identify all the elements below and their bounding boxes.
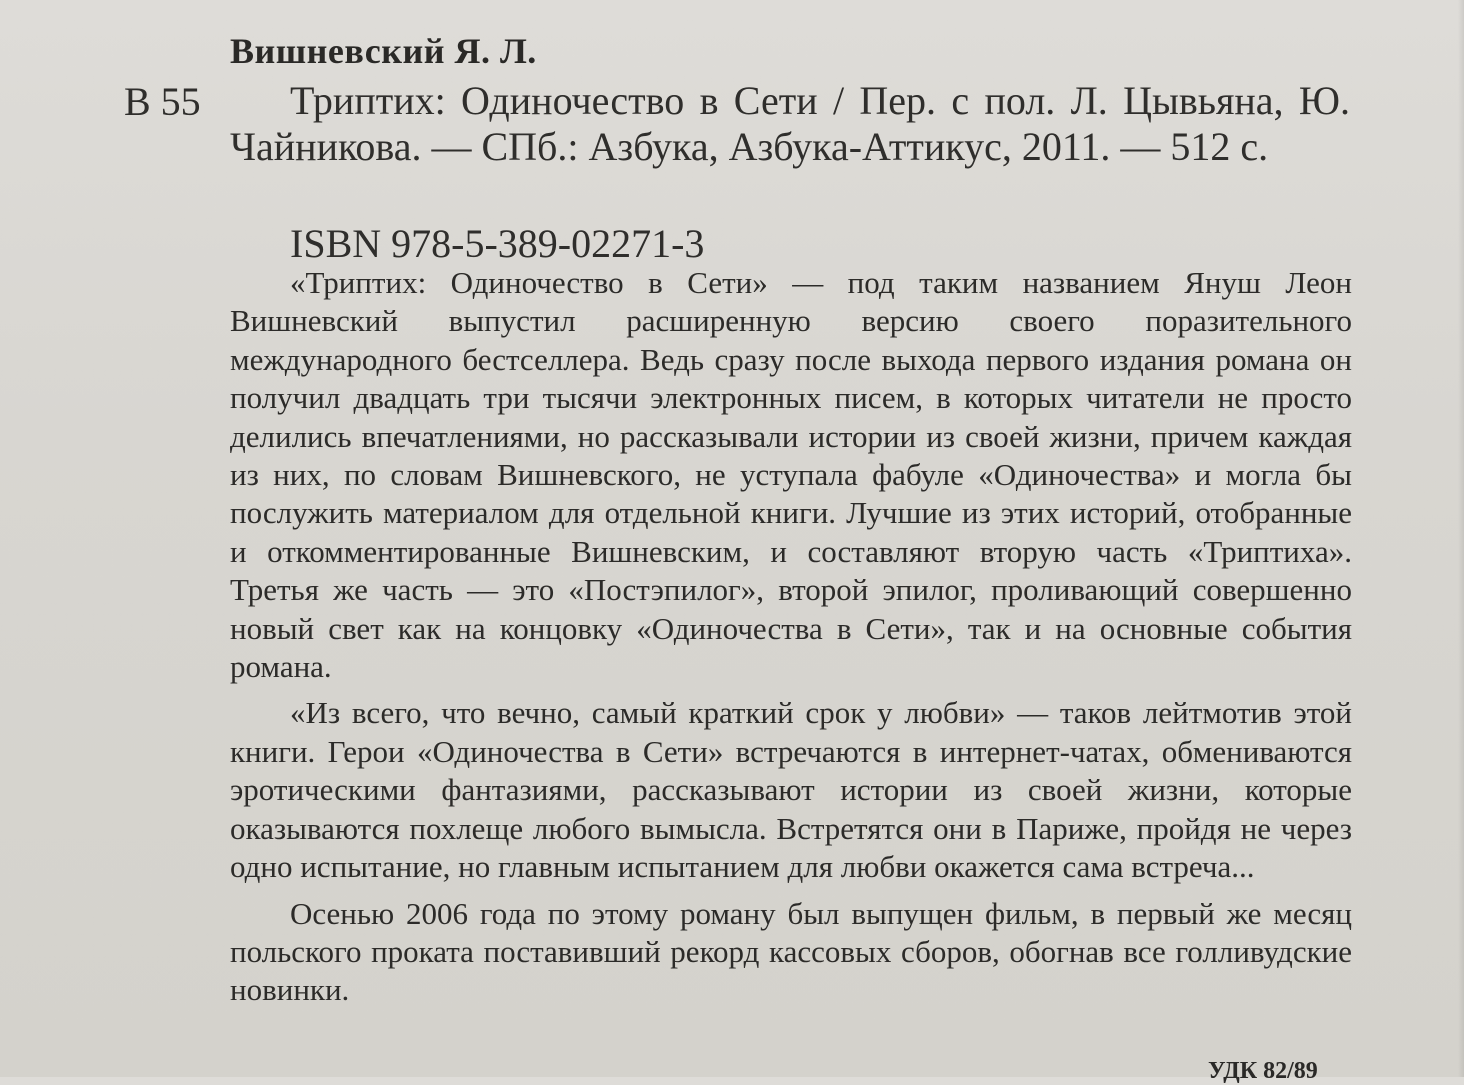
classification-code: В 55 — [124, 79, 201, 124]
annotation-paragraph: Осенью 2006 года по этому роману был выпущен фильм, в первый же месяц польского проката поставивший рекорд кассовых сборов, обогнав все голливудские новинки. — [230, 895, 1352, 1008]
udk-code: УДК 82/89 — [1208, 1058, 1318, 1084]
annotation-block — [230, 264, 1352, 1018]
page-edge-shadow — [1458, 0, 1464, 1077]
author-heading: Вишневский Я. Л. — [230, 31, 537, 71]
bibliographic-entry: Триптих: Одиночество в Сети / Пер. с пол. Л. Цывьяна, Ю. Чайникова. — СПб.: Азбука, Азбука-Аттикус, 2011. — 512 с. — [230, 78, 1350, 169]
annotation-paragraph: «Из всего, что вечно, самый краткий срок у любви» — таков лейтмотив этой книги. Герои «Одиночества в Сети» встречаются в интернет-чатах, обмениваются эротическими фантазиями, рассказывают истории из своей жизни, которые оказываются похлеще любого вымысла. Встретятся они в Париже, пройдя не через одно испытание, но главным испытанием для любви окажется сама встреча... — [230, 695, 1352, 885]
annotation-paragraph: «Триптих: Одиночество в Сети» — под таким названием Януш Леон Вишневский выпустил расширенную версию своего поразительного международного бестселлера. Ведь сразу после выхода первого издания романа он получил двадцать три тысячи электронных писем, в которых читатели не просто делились впечатлениями, но рассказывали истории из своей жизни, причем каждая из них, по словам Вишневского, не уступала фабуле «Одиночества» и могла бы послужить материалом для отдельной книги. Лучшие из этих историй, отобранные и откомментированные Вишневским, и составляют вторую часть «Триптиха». Третья же часть — это «Постэпилог», второй эпилог, проливающий совершенно новый свет как на концовку «Одиночества в Сети», так и на основные события романа. — [230, 265, 1352, 685]
isbn-number: ISBN 978-5-389-02271-3 — [290, 221, 705, 266]
